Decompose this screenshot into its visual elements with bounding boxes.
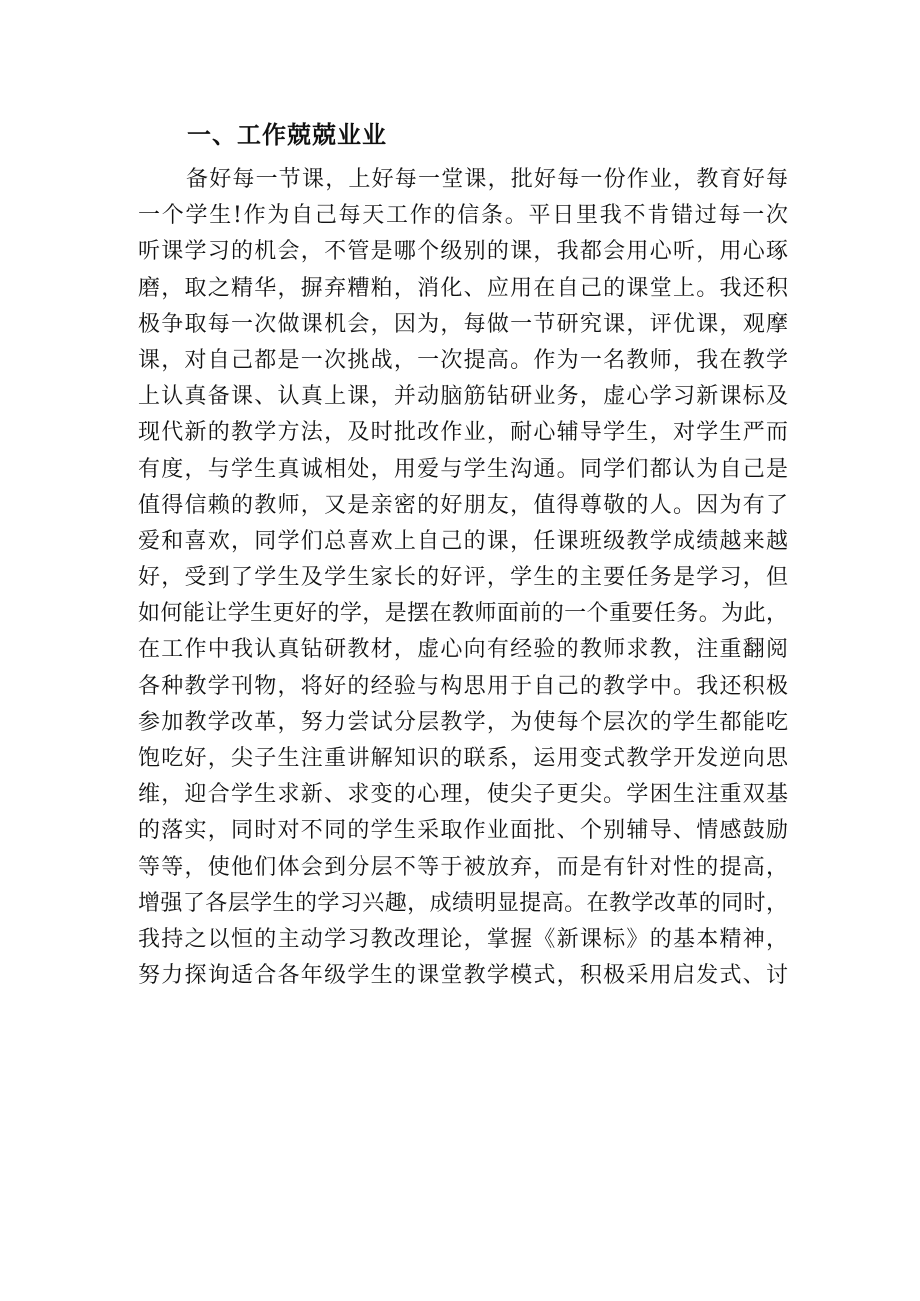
paragraph-line: 饱吃好，尖子生注重讲解知识的联系，运用变式教学开发逆向思: [138, 746, 788, 771]
paragraph-line: 等等，使他们体会到分层不等于被放弃，而是有针对性的提高，: [138, 854, 788, 880]
paragraph-line: 现代新的教学方法，及时批改作业，耐心辅导学生，对学生严而: [138, 420, 788, 446]
section-heading: 一、工作兢兢业业: [187, 121, 387, 149]
body-paragraph: [138, 162, 788, 994]
paragraph-line: 听课学习的机会，不管是哪个级别的课，我都会用心听，用心琢: [138, 239, 788, 265]
paragraph-line: 参加教学改革，努力尝试分层教学，为使每个层次的学生都能吃: [138, 709, 788, 735]
paragraph-line: 有度，与学生真诚相处，用爱与学生沟通。同学们都认为自己是: [138, 456, 788, 482]
paragraph-line: 值得信赖的教师，又是亲密的好朋友，值得尊敬的人。因为有了: [138, 492, 788, 518]
paragraph-line: 增强了各层学生的学习兴趣，成绩明显提高。在教学改革的同时，: [138, 890, 788, 916]
paragraph-line: 磨，取之精华，摒弃糟粕，消化、应用在自己的课堂上。我还积: [138, 275, 788, 301]
paragraph-line: 好，受到了学生及学生家长的好评，学生的主要任务是学习，但: [138, 565, 788, 591]
paragraph-line: 的落实，同时对不同的学生采取作业面批、个别辅导、情感鼓励: [138, 818, 788, 844]
paragraph-line: 课，对自己都是一次挑战，一次提高。作为一名教师，我在教学: [138, 347, 788, 373]
paragraph-line: 如何能让学生更好的学，是摆在教师面前的一个重要任务。为此，: [138, 601, 788, 627]
paragraph-line: 极争取每一次做课机会，因为，每做一节研究课，评优课，观摩: [138, 311, 788, 337]
paragraph-line: 维，迎合学生求新、求变的心理，使尖子更尖。学困生注重双基: [138, 782, 788, 808]
paragraph-line: 备好每一节课，上好每一堂课，批好每一份作业，教育好每: [186, 167, 788, 192]
paragraph-line: 各种教学刊物，将好的经验与构思用于自己的教学中。我还积极: [138, 673, 788, 699]
paragraph-line: 在工作中我认真钻研教材，虚心向有经验的教师求教，注重翻阅: [138, 637, 788, 663]
paragraph-line: 我持之以恒的主动学习教改理论，掌握《新课标》的基本精神，: [138, 926, 788, 952]
paragraph-line: 努力探询适合各年级学生的课堂教学模式，积极采用启发式、讨: [138, 963, 788, 989]
paragraph-line: 上认真备课、认真上课，并动脑筋钻研业务，虚心学习新课标及: [138, 384, 788, 410]
paragraph-line: 一个学生!作为自己每天工作的信条。平日里我不肯错过每一次: [138, 203, 788, 229]
paragraph-line: 爱和喜欢，同学们总喜欢上自己的课，任课班级教学成绩越来越: [138, 528, 788, 554]
